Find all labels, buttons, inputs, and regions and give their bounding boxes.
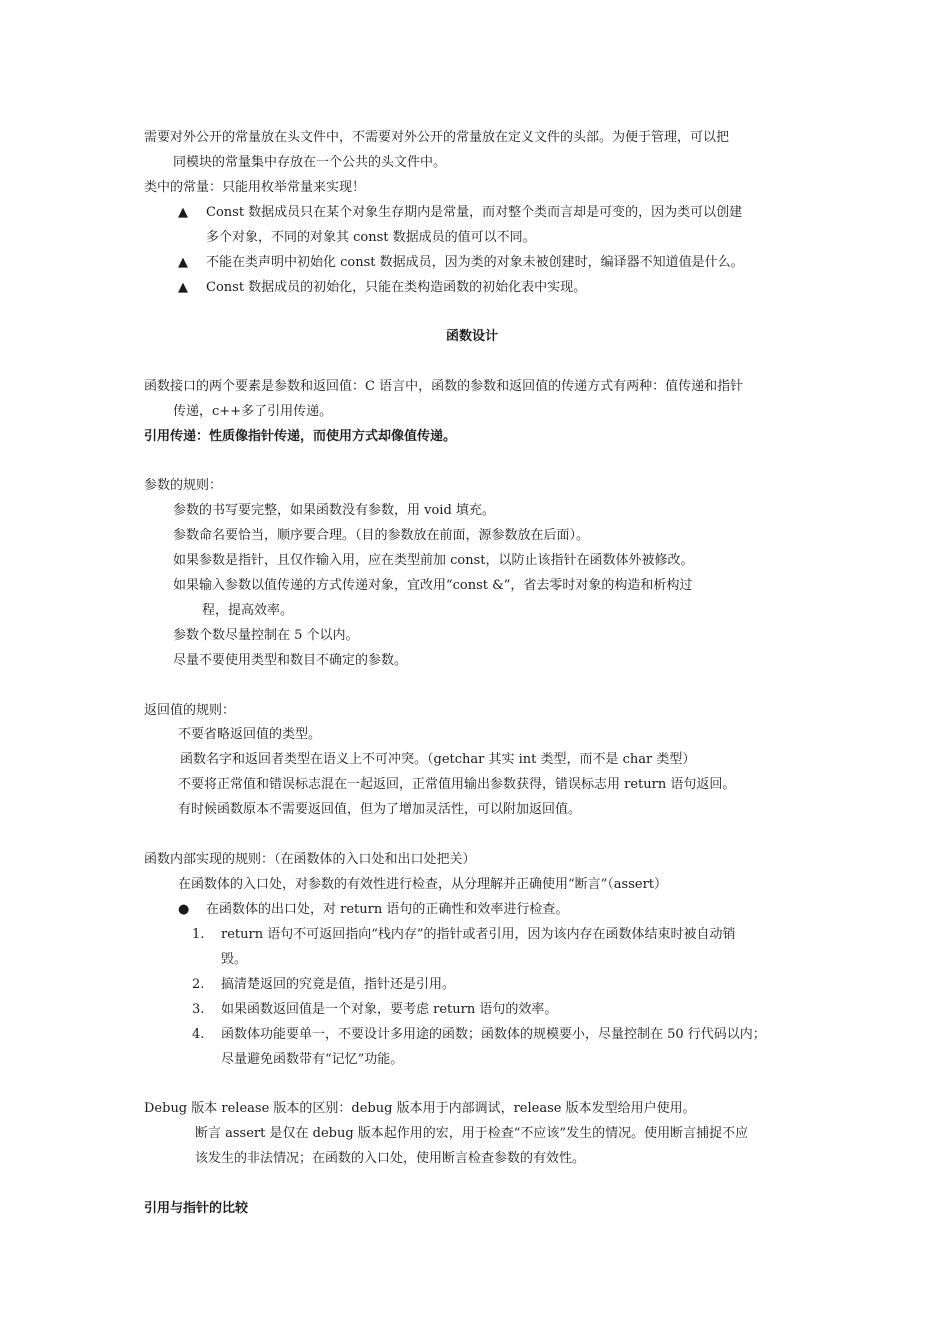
impl-rules-heading: 函数内部实现的规则：（在函数体的入口处和出口处把关） [144,852,476,867]
param-rule-item: 参数的书写要完整，如果函数没有参数，用 void 填充。 [173,503,495,518]
class-const-item2: 不能在类声明中初始化 const 数据成员，因为类的对象未被创建时，编译器不知道值是什么。 [206,255,744,270]
paragraph-interface-line1: 函数接口的两个要素是参数和返回值：C 语言中，函数的参数和返回值的传递方式有两种：值传递和指针 [144,379,744,394]
list-number: 2. [192,977,205,992]
return-rule-item: 函数名字和返回者类型在语义上不可冲突。（getchar 其实 int 类型，而不是 char 类型） [180,752,696,767]
param-rule-item: 如果输入参数以值传递的方式传递对象，宜改用“const &”，省去零时对象的构造和析构过 [173,578,693,593]
impl-rule-exit: 在函数体的出口处，对 return 语句的正确性和效率进行检查。 [206,902,569,917]
filled-circle-bullet-icon: ● [178,902,190,917]
return-rule-item: 有时候函数原本不需要返回值，但为了增加灵活性，可以附加返回值。 [178,802,582,817]
paragraph-interface-line2: 传递，c++多了引用传递。 [173,404,333,419]
list-number: 1. [192,927,205,942]
class-const-item3: Const 数据成员的初始化，只能在类构造函数的初始化表中实现。 [206,280,587,295]
param-rule-item: 参数个数尽量控制在 5 个以内。 [173,628,359,643]
triangle-bullet-icon: ▲ [178,205,188,220]
numbered-item-line: 毁。 [221,952,248,967]
return-rules-heading: 返回值的规则： [144,703,236,718]
assert-description-line2: 该发生的非法情况；在函数的入口处，使用断言检查参数的有效性。 [195,1151,586,1166]
param-rule-item-continuation: 程，提高效率。 [202,603,294,618]
paragraph-const-public-line1: 需要对外公开的常量放在头文件中，不需要对外公开的常量放在定义文件的头部。为便于管理，可以把 [144,130,730,145]
ref-vs-pointer-heading: 引用与指针的比较 [144,1201,249,1216]
paragraph-const-public-line2: 同模块的常量集中存放在一个公共的头文件中。 [173,155,447,170]
numbered-item-line: 如果函数返回值是一个对象，要考虑 return 语句的效率。 [221,1002,558,1017]
numbered-item-line: return 语句不可返回指向“栈内存”的指针或者引用，因为该内存在函数体结束时被自动销 [221,927,736,942]
list-number: 4. [192,1027,205,1042]
triangle-bullet-icon: ▲ [178,255,188,270]
return-rule-item: 不要将正常值和错误标志混在一起返回，正常值用输出参数获得，错误标志用 return 语句返回。 [178,777,736,792]
param-rules-heading: 参数的规则： [144,478,223,493]
debug-release-line: Debug 版本 release 版本的区别：debug 版本用于内部调试，release 版本发型给用户使用。 [144,1101,696,1116]
class-const-heading: 类中的常量：只能用枚举常量来实现！ [144,180,366,195]
numbered-item-line: 函数体功能要单一，不要设计多用途的函数；函数体的规模要小，尽量控制在 50 行代码以内； [221,1027,766,1042]
assert-description-line1: 断言 assert 是仅在 debug 版本起作用的宏，用于检查“不应该”发生的情况。使用断言捕捉不应 [195,1126,749,1141]
class-const-item1-line2: 多个对象，不同的对象其 const 数据成员的值可以不同。 [206,230,536,245]
param-rule-item: 参数命名要恰当，顺序要合理。（目的参数放在前面，源参数放在后面）。 [173,528,590,543]
impl-rule-entry: 在函数体的入口处，对参数的有效性进行检查，从分理解并正确使用“断言”（assert） [178,877,668,892]
param-rule-item: 尽量不要使用类型和数目不确定的参数。 [173,653,408,668]
param-rule-item: 如果参数是指针，且仅作输入用，应在类型前加 const，以防止该指针在函数体外被修改。 [173,553,694,568]
list-number: 3. [192,1002,205,1017]
triangle-bullet-icon: ▲ [178,280,188,295]
numbered-item-line: 尽量避免函数带有“记忆”功能。 [221,1052,404,1067]
section-title: 函数设计 [446,329,499,344]
class-const-item1-line1: Const 数据成员只在某个对象生存期内是常量，而对整个类而言却是可变的，因为类可以创建 [206,205,743,220]
numbered-item-line: 搞清楚返回的究竟是值，指针还是引用。 [221,977,456,992]
return-rule-item: 不要省略返回值的类型。 [178,727,322,742]
reference-passing-note: 引用传递：性质像指针传递，而使用方式却像值传递。 [144,429,457,444]
